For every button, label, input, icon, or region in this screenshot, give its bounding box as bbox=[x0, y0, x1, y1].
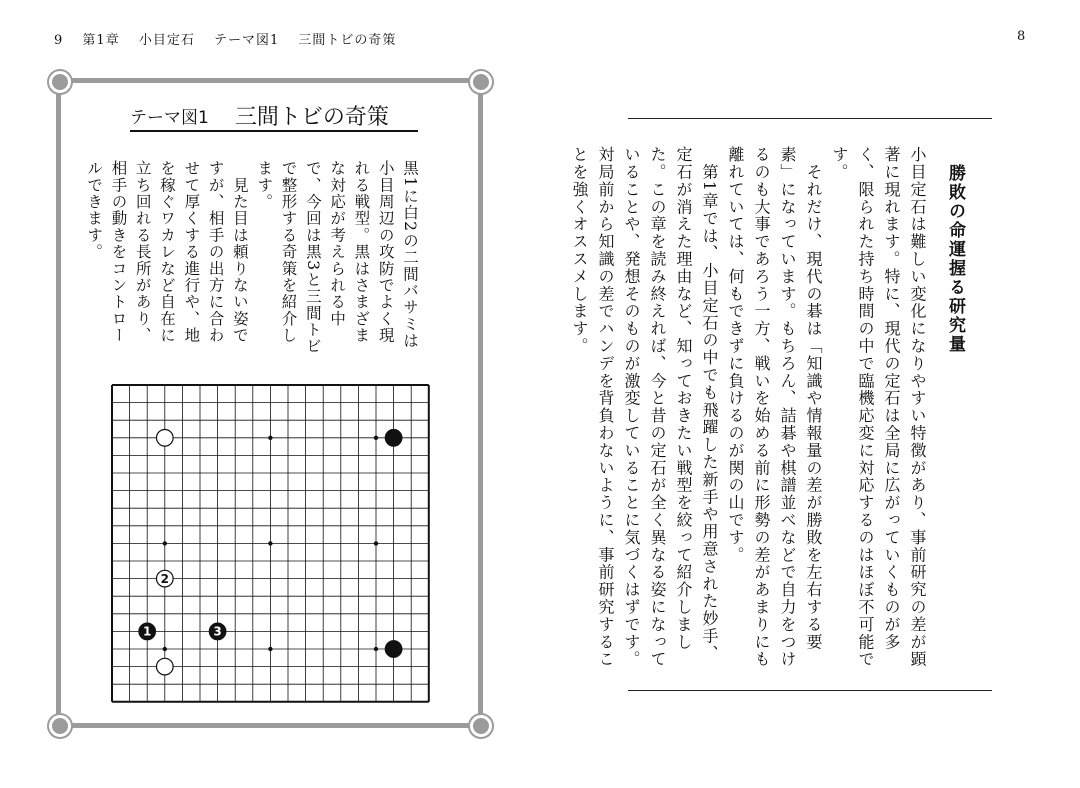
white-stone bbox=[157, 658, 174, 675]
star-point bbox=[374, 541, 378, 545]
black-stone bbox=[385, 641, 402, 658]
top-rule bbox=[628, 118, 992, 119]
article-heading: 勝敗の命運握る研究量 bbox=[945, 164, 965, 354]
theme-title: 三間トビの奇策 bbox=[234, 105, 389, 130]
chapter-label: 第1章 bbox=[82, 33, 120, 48]
chapter-title: 小目定石 bbox=[138, 33, 195, 48]
frame-corner-ornament bbox=[470, 71, 492, 93]
star-point bbox=[268, 436, 272, 440]
article-body-text: 小目定石は難しい変化になりやすい特徴があり、事前研究の差が顕著に現れます。特に、現代の定石は全局に広がっていくものが多く、限られた持ち時間の中で臨機応変に対応するのはほぼ不可能です。 それだけ、現代の碁は「知識や情報量の差が勝敗を左右する要素」になっています。もちろん、詰碁や棋譜並べなどで自力をつけるのも大事であろう一方、戦いを始める前に形勢の差があまりにも離れていては、何もできずに負けるのが関の山です。 第1章では、小目定石の中でも飛躍した新手や用意された妙手、定石が消えた理由など、知っておきたい戦型を絞って紹介しました。この章を読み終えれば、今と昔の定石が全く異なる姿になっていることや、発想そのものが激変していることに気づくはずです。対局前から知識の差でハンデを背負わないように、事前研究することを強くオススメします。 bbox=[570, 146, 927, 668]
left-page-number: 9 bbox=[54, 33, 64, 48]
star-point bbox=[163, 541, 167, 545]
go-board-diagram bbox=[110, 383, 430, 703]
theme-label: テーマ図1 bbox=[130, 108, 209, 128]
black-stone bbox=[385, 430, 402, 447]
stone-move-number: 2 bbox=[160, 571, 169, 586]
right-page-number: 8 bbox=[1017, 29, 1026, 44]
section-label: テーマ図1 bbox=[214, 33, 280, 48]
stone-move-number: 1 bbox=[143, 624, 152, 639]
frame-corner-ornament bbox=[49, 71, 71, 93]
section-title: 三間トビの奇策 bbox=[298, 33, 397, 48]
star-point bbox=[374, 436, 378, 440]
theme-body-text: 黒1に白2の二間バサミは小目周辺の攻防でよく現れる戦型。黒はさまざまな対応が考えられる中で、今回は黒3と三間トビで整形する奇策を紹介します。 見た目は頼りない姿ですが、相手の出方に合わせて厚くする進行や、地を稼ぐワカレなど自在に立ち回れる長所があり、相手の動きをコントロールできます。 bbox=[85, 160, 419, 355]
star-point bbox=[268, 647, 272, 651]
stone-move-number: 3 bbox=[213, 624, 222, 639]
white-stone bbox=[157, 430, 174, 447]
star-point bbox=[374, 647, 378, 651]
frame-corner-ornament bbox=[49, 715, 71, 737]
running-header bbox=[54, 29, 410, 48]
frame-corner-ornament bbox=[470, 715, 492, 737]
theme-heading bbox=[130, 100, 418, 132]
bottom-rule bbox=[628, 690, 992, 691]
star-point bbox=[163, 647, 167, 651]
star-point bbox=[268, 541, 272, 545]
